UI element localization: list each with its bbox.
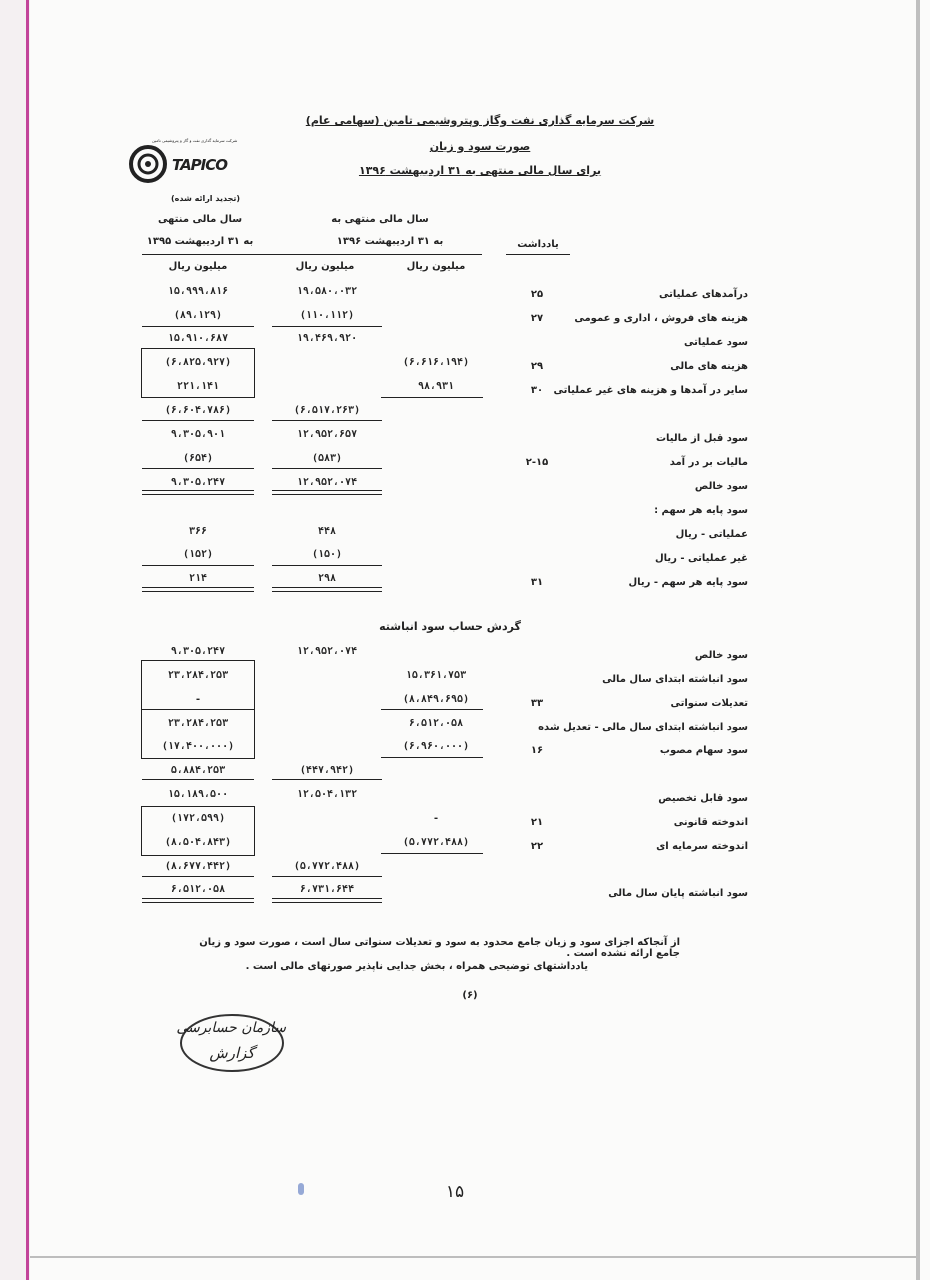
prev-column-date: به ۳۱ اردیبهشت ۱۳۹۵ [146, 236, 254, 247]
pl-note: ۲۵ [530, 289, 544, 300]
pl-prev-value: ۱۵،۹۹۹،۸۱۶ [167, 286, 229, 297]
rule [142, 468, 254, 469]
re-label: سود انباشته ابتدای سال مالی [602, 674, 748, 685]
double-rule [272, 587, 382, 592]
re-note: ۲۱ [530, 817, 544, 828]
pl-prev-value: ۹،۳۰۵،۹۰۱ [170, 429, 226, 440]
pl-curr-value: ۲۹۸ [317, 573, 337, 584]
re-curr-value: ۶،۷۳۱،۶۴۴ [299, 884, 355, 895]
re-prev-value: ۹،۳۰۵،۲۴۷ [170, 646, 226, 657]
rule [142, 779, 254, 780]
page-number: ۱۵ [445, 1182, 465, 1202]
pl-label: سود خالص [694, 481, 748, 492]
re-note: ۱۶ [530, 745, 544, 756]
re-detail-value: ۱۵،۳۶۱،۷۵۳ [405, 670, 467, 681]
pl-prev-value: (۶،۸۲۵،۹۲۷) [164, 357, 232, 368]
audit-stamp [178, 1012, 286, 1074]
retained-earnings-title: گردش حساب سود انباشته [379, 620, 521, 633]
prev-column-title: سال مالی منتهی [157, 214, 243, 225]
rule [142, 565, 254, 566]
pl-curr-value: ۱۲،۹۵۲،۶۵۷ [296, 429, 358, 440]
re-prev-value: ۵،۸۸۴،۲۵۳ [170, 765, 226, 776]
rule [381, 757, 483, 758]
company-title: شرکت سرمایه گذاری نفت وگاز وپتروشیمی تامین (سهامی عام) [305, 114, 655, 127]
rule [381, 709, 483, 710]
statement-title: صورت سود و زیان [429, 140, 531, 153]
inner-page-number: (۶) [462, 990, 478, 1001]
period-title: برای سال مالی منتهی به ۳۱ اردیبهشت ۱۳۹۶ [358, 164, 602, 177]
pl-prev-value: (۶۵۴) [182, 453, 214, 464]
pl-curr-value: (۱۱۰،۱۱۲) [299, 310, 355, 321]
rule [272, 420, 382, 421]
logo-small-text: شرکت سرمایه گذاری نفت و گاز و پتروشیمی تامین [152, 138, 238, 143]
restated-label: (تجدید ارائه شده) [170, 194, 240, 203]
double-rule [272, 898, 382, 903]
pl-curr-value: ۱۹،۵۸۰،۰۳۲ [296, 286, 358, 297]
double-rule [142, 490, 254, 495]
re-curr-value: ۱۲،۹۵۲،۰۷۴ [296, 646, 358, 657]
pl-label: سود پایه هر سهم - ریال [628, 577, 748, 588]
re-curr-value: (۵،۷۷۲،۴۸۸) [293, 861, 361, 872]
stamp-line-1: سازمان حسابرسی [176, 1020, 286, 1036]
double-rule [272, 490, 382, 495]
pl-label: مالیات بر در آمد [669, 457, 748, 468]
detail-unit: میلیون ریال [406, 261, 466, 272]
curr-unit: میلیون ریال [295, 261, 355, 272]
prev-unit: میلیون ریال [168, 261, 228, 272]
re-detail-value: (۸،۸۴۹،۶۹۵) [402, 694, 470, 705]
re-label: اندوخته قانونی [673, 817, 748, 828]
pl-prev-value: ۲۱۴ [188, 573, 208, 584]
pl-curr-value: (۱۵۰) [311, 549, 343, 560]
re-note: ۳۳ [530, 698, 544, 709]
re-label: سود سهام مصوب [659, 745, 748, 756]
pl-prev-value: ۲۲۱،۱۴۱ [176, 381, 220, 392]
pl-label: سود قبل از مالیات [655, 433, 748, 444]
page-left-edge [0, 0, 30, 1280]
logo-text: TAPICO [172, 156, 228, 174]
rule [272, 326, 382, 327]
re-detail-value: ۶،۵۱۲،۰۵۸ [408, 718, 464, 729]
note-header-underline [506, 254, 570, 255]
company-logo [128, 138, 268, 188]
rule [272, 468, 382, 469]
ink-mark [298, 1183, 304, 1195]
rule [142, 420, 254, 421]
pl-curr-value: (۶،۵۱۷،۲۶۳) [293, 405, 361, 416]
pl-prev-value: (۱۵۲) [182, 549, 214, 560]
pl-curr-value: (۵۸۳) [311, 453, 343, 464]
pl-prev-value: (۸۹،۱۲۹) [173, 310, 223, 321]
re-curr-value: (۴۴۷،۹۴۲) [299, 765, 355, 776]
re-detail-value: (۵،۷۷۲،۴۸۸) [402, 837, 470, 848]
re-detail-value: (۶،۹۶۰،۰۰۰) [402, 741, 470, 752]
rule [381, 397, 483, 398]
re-prev-value: (۸،۶۷۷،۴۴۲) [164, 861, 232, 872]
re-label: اندوخته سرمایه ای [656, 841, 748, 852]
pl-prev-value: ۹،۳۰۵،۲۴۷ [170, 477, 226, 488]
re-prev-value: ۲۳،۲۸۴،۲۵۳ [167, 670, 229, 681]
re-note: ۲۲ [530, 841, 544, 852]
re-prev-value: - [194, 694, 202, 705]
pl-prev-value: ۱۵،۹۱۰،۶۸۷ [167, 333, 229, 344]
pl-note: ۲-۱۵ [525, 457, 549, 468]
re-label: سود انباشته ابتدای سال مالی - تعدیل شده [538, 722, 748, 733]
pl-curr-value: ۱۹،۴۶۹،۹۲۰ [296, 333, 358, 344]
re-prev-value: (۸،۵۰۴،۸۴۳) [164, 837, 232, 848]
note-column-title: یادداشت [517, 239, 559, 250]
re-prev-value: (۱۷،۴۰۰،۰۰۰) [161, 741, 235, 752]
pl-label: سود پایه هر سهم : [654, 505, 748, 516]
re-detail-value: - [432, 813, 440, 824]
pl-prev-value: ۳۶۶ [188, 526, 208, 537]
pl-detail-value: ۹۸،۹۳۱ [417, 381, 455, 392]
pl-prev-value: (۶،۶۰۴،۷۸۶) [164, 405, 232, 416]
pl-note: ۲۷ [530, 313, 544, 324]
pl-curr-value: ۴۴۸ [317, 526, 337, 537]
pl-label: سایر در آمدها و هزینه های غیر عملیاتی [553, 385, 748, 396]
header-underline [142, 254, 482, 255]
re-prev-value: ۱۵،۱۸۹،۵۰۰ [167, 789, 229, 800]
pl-label: غیر عملیاتی - ریال [655, 553, 748, 564]
rule [381, 853, 483, 854]
rule [142, 876, 254, 877]
re-label: سود انباشته پایان سال مالی [608, 888, 748, 899]
rule [272, 779, 382, 780]
re-prev-value: (۱۷۲،۵۹۹) [170, 813, 226, 824]
curr-column-title: سال مالی منتهی به [331, 214, 429, 225]
re-label: تعدیلات سنواتی [670, 698, 748, 709]
pl-detail-value: (۶،۶۱۶،۱۹۴) [402, 357, 470, 368]
pl-label: درآمدهای عملیاتی [659, 289, 748, 300]
logo-mark-icon [128, 144, 172, 184]
re-curr-value: ۱۲،۵۰۴،۱۳۲ [296, 789, 358, 800]
pl-curr-value: ۱۲،۹۵۲،۰۷۴ [296, 477, 358, 488]
page-bottom-edge [30, 1256, 916, 1258]
double-rule [142, 898, 254, 903]
rule [142, 326, 254, 327]
pl-note: ۳۱ [530, 577, 544, 588]
pl-label: عملیاتی - ریال [675, 529, 748, 540]
re-prev-value: ۲۳،۲۸۴،۲۵۳ [167, 718, 229, 729]
pl-note: ۳۰ [530, 385, 544, 396]
page-right-edge [916, 0, 920, 1280]
double-rule [142, 587, 254, 592]
pl-label: هزینه های مالی [670, 361, 748, 372]
rule [272, 565, 382, 566]
pl-note: ۲۹ [530, 361, 544, 372]
footnote-2: یادداشتهای توضیحی همراه ، بخش جدایی ناپذیر صورتهای مالی است . [245, 961, 588, 972]
stamp-line-2: گزارش [209, 1044, 255, 1062]
re-prev-value: ۶،۵۱۲،۰۵۸ [170, 884, 226, 895]
curr-column-date: به ۳۱ اردیبهشت ۱۳۹۶ [336, 236, 444, 247]
re-label: سود خالص [694, 650, 748, 661]
pl-label: سود عملیاتی [683, 337, 748, 348]
rule [272, 876, 382, 877]
footnote-1: از آنجاکه اجزای سود و زیان جامع محدود به سود و تعدیلات سنواتی سال است ، صورت سود و زیان جامع ارائه نشده است . [199, 937, 680, 959]
pl-label: هزینه های فروش ، اداری و عمومی [574, 313, 748, 324]
re-label: سود قابل تخصیص [658, 793, 748, 804]
